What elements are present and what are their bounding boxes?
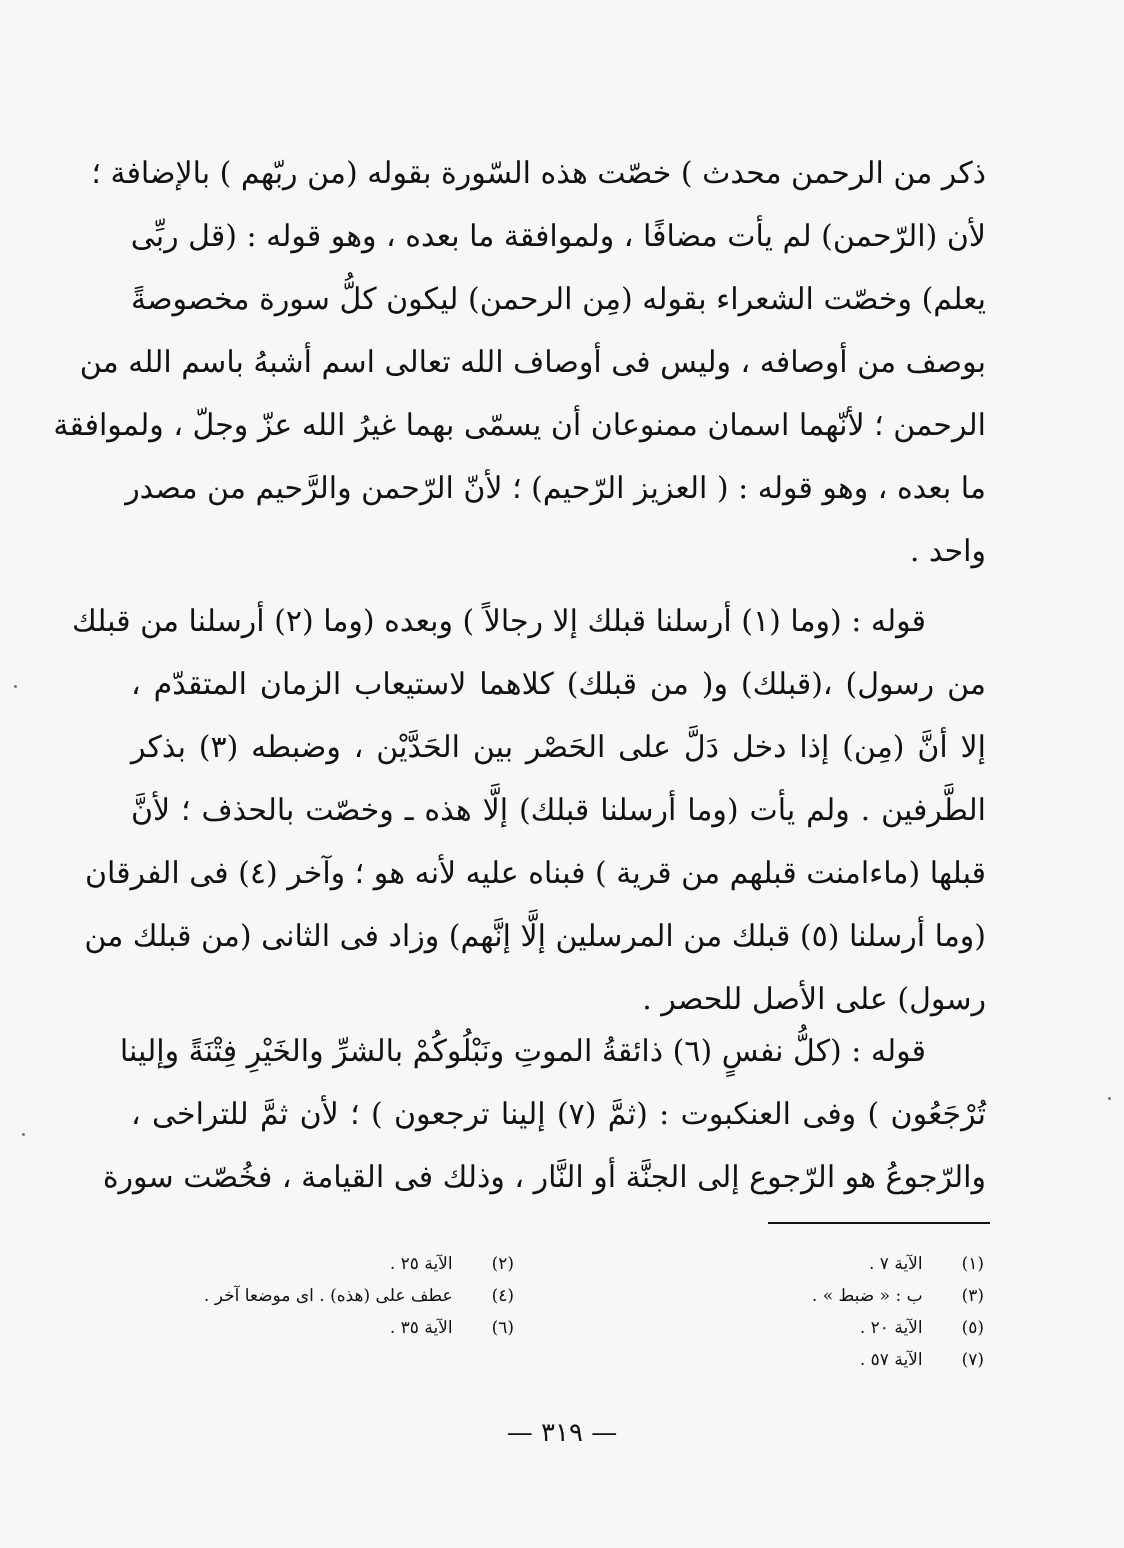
text-line: بوصف من أوصافه ، وليس فى أوصاف الله تعالى اسم أشبهُ باسم الله من [79, 345, 986, 380]
footnote-number: (٤) [491, 1286, 514, 1306]
text-line: والرّجوعُ هو الرّجوع إلى الجنَّة أو النَّار ، وذلك فى القيامة ، فخُصّت سورة [102, 1160, 986, 1195]
page-number: — ٣١٩ — [506, 1418, 618, 1448]
text-line: واحد . [909, 534, 986, 569]
footnote [134, 1312, 514, 1344]
text-line: قوله : (كلُّ نفسٍ (٦) ذائقةُ الموتِ ونَبْلُوكُمْ بالشرِّ والخَيْرِ فِتْنَةً وإلينا [119, 1034, 926, 1069]
footnote-number: (١) [961, 1254, 984, 1274]
footnote-number: (٦) [491, 1318, 514, 1338]
footnote [714, 1280, 984, 1312]
footnotes-right-column [714, 1248, 984, 1376]
scan-speck [14, 685, 17, 688]
text-line: لأن (الرّحمن) لم يأت مضافًا ، ولموافقة ما بعده ، وهو قوله : (قل ربِّى [130, 219, 986, 254]
footnote-number: (٢) [491, 1254, 514, 1274]
text-line: رسول) على الأصل للحصر . [642, 982, 986, 1017]
text-line: ذكر من الرحمن محدث ) خصّت هذه السّورة بقوله (من ربّهم ) بالإضافة ؛ [91, 156, 986, 191]
paragraph-1 [53, 142, 986, 583]
footnote-text: الآية ٣٥ . [389, 1318, 453, 1338]
footnote-number: (٥) [961, 1318, 984, 1338]
footnote-text: الآية ٢٥ . [389, 1254, 453, 1274]
scan-speck [1108, 1097, 1111, 1100]
footnote-separator [768, 1222, 990, 1224]
footnote [714, 1248, 984, 1280]
footnote-text: الآية ٥٧ . [859, 1350, 923, 1370]
footnotes-left-column [134, 1248, 514, 1344]
text-line: يعلم) وخصّت الشعراء بقوله (مِن الرحمن) ليكون كلُّ سورة مخصوصةً [131, 282, 986, 317]
text-line: تُرْجَعُون ) وفى العنكبوت : (ثمَّ (٧) إلينا ترجعون ) ؛ لأن ثمَّ للتراخى ، [131, 1097, 986, 1132]
footnote [134, 1248, 514, 1280]
scan-speck [22, 1133, 25, 1136]
paragraph-3 [102, 1020, 986, 1209]
text-line: ما بعده ، وهو قوله : ( العزيز الرّحيم) ؛ لأنّ الرّحمن والرَّحيم من مصدر [125, 471, 986, 506]
footnote-text: الآية ٢٠ . [859, 1318, 923, 1338]
footnote-number: (٣) [961, 1286, 984, 1306]
text-line: (وما أرسلنا (٥) قبلك من المرسلين إلَّا إنَّهم) وزاد فى الثانى (من قبلك من [84, 919, 986, 954]
text-line: الرحمن ؛ لأنّهما اسمان ممنوعان أن يسمّى بهما غيرُ الله عزّ وجلّ ، ولموافقة [53, 408, 986, 443]
text-line: إلا أنَّ (مِن) إذا دخل دَلَّ على الحَصْر بين الحَدَّيْن ، وضبطه (٣) بذكر [131, 730, 986, 765]
text-line: قوله : (وما (١) أرسلنا قبلك إلا رجالاً ) وبعده (وما (٢) أرسلنا من قبلك [71, 604, 926, 639]
paragraph-2 [71, 590, 986, 1031]
footnote-number: (٧) [961, 1350, 984, 1370]
footnote [714, 1312, 984, 1344]
footnote-text: الآية ٧ . [868, 1254, 923, 1274]
footnote [134, 1280, 514, 1312]
footnote-text: ب : « ضبط » . [811, 1286, 923, 1306]
text-line: الطَّرفين . ولم يأت (وما أرسلنا قبلك) إلَّا هذه ـ وخصّت بالحذف ؛ لأنَّ [131, 793, 986, 828]
footnote [714, 1344, 984, 1376]
text-line: من رسول) ،(قبلك) و( من قبلك) كلاهما لاستيعاب الزمان المتقدّم ، [131, 667, 986, 702]
footnote-text: عطف على (هذه) . اى موضعا آخر . [203, 1286, 453, 1306]
text-line: قبلها (ماءامنت قبلهم من قرية ) فبناه عليه لأنه هو ؛ وآخر (٤) فى الفرقان [85, 856, 986, 891]
